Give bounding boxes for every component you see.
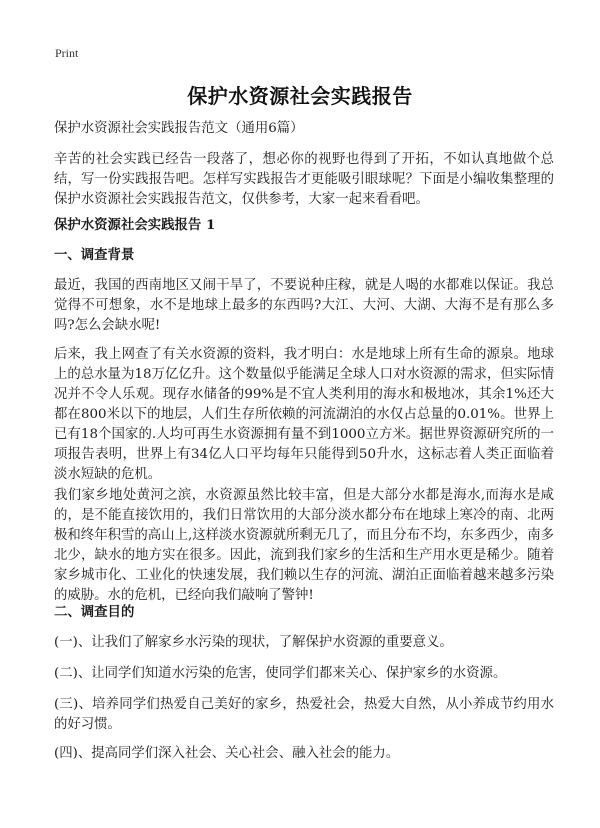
purpose-list-item: (三)、培养同学们热爱自己美好的家乡，热爱社会，热爱大自然，从小养成节约用水的好习惯。 — [54, 697, 554, 732]
background-paragraph: 后来，我上网查了有关水资源的资料，我才明白：水是地球上所有生命的源泉。地球上的总水量为18万亿亿升。这个数量似乎能满足全球人口对水资源的需求，但实际情况并不令人乐观。现存水储备的99%是不宜人类利用的海水和极地冰，其余1%还大都在800米以下的地层，人们生存所依赖的河流湖泊的水仅占总量的0.01%。世界上已有18个国家的.人均可再生水资源拥有量不到1000立方米。据世界资源研究所的一项报告表明，世界上有34亿人口平均每年只能得到50升水，这标志着人类正面临着淡水短缺的危机。 — [54, 347, 554, 482]
document-title: 保护水资源社会实践报告 — [187, 84, 413, 108]
section-heading-background: 一、调查背景 — [54, 247, 135, 263]
purpose-list-item: (一)、让我们了解家乡水污染的现状，了解保护水资源的重要意义。 — [54, 635, 453, 650]
report-heading: 保护水资源社会实践报告 1 — [54, 217, 216, 233]
print-label[interactable]: Print — [55, 46, 79, 60]
section-heading-purpose: 二、调查目的 — [54, 604, 135, 620]
purpose-list-item: (二)、让同学们知道水污染的危害，使同学们都来关心、保护家乡的水资源。 — [54, 666, 507, 681]
background-paragraph: 我们家乡地处黄河之滨，水资源虽然比较丰富，但是大部分水都是海水,而海水是咸的，是不能直接饮用的，我们日常饮用的大部分淡水都分布在地球上寒冷的南、北两极和终年积雪的高山上,这样淡水资源就所剩无几了，而且分布不均，东多西少，南多北少，缺水的地方实在很多。因此，流到我们家乡的生活和生产用水更是稀少。随着家乡城市化、工业化的快速发展，我们赖以生存的河流、湖泊正面临着越来越多污染的威胁。水的危机，已经向我们敲响了警钟! — [54, 488, 554, 603]
intro-paragraph: 辛苦的社会实践已经告一段落了，想必你的视野也得到了开拓，不如认真地做个总结，写一份实践报告吧。怎样写实践报告才更能吸引眼球呢？下面是小编收集整理的保护水资源社会实践报告范文，仅供参考，大家一起来看看吧。 — [54, 152, 554, 207]
document-subtitle: 保护水资源社会实践报告范文（通用6篇） — [54, 121, 304, 136]
background-paragraph: 最近，我国的西南地区又闹干旱了，不要说种庄稼，就是人喝的水都难以保证。我总觉得不可想象，水不是地球上最多的东西吗?大江、大河、大湖、大海不是有那么多吗?怎么会缺水呢! — [54, 278, 554, 333]
purpose-list-item: (四)、提高同学们深入社会、关心社会、融入社会的能力。 — [54, 746, 400, 761]
